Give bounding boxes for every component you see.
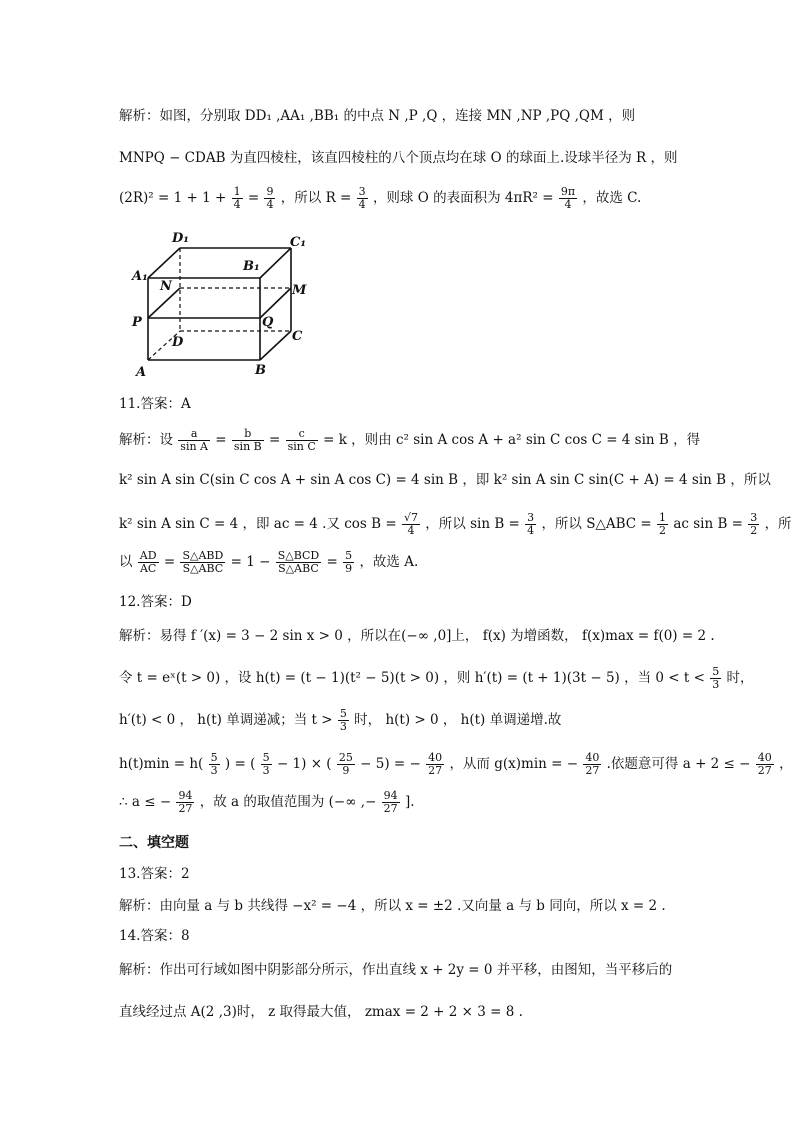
q12-line-2: 令 t = eˣ(t > 0) ，设 h(t) = (t − 1)(t² − 5)(t > 0) ，则 h′(t) = (t + 1)(3t − 5) ，当 0 < t < $\frac{5}{3}$ 时， [119,665,754,691]
label-B1: B₁ [243,259,260,274]
q13-line-1: 解析：由向量 a 与 b 共线得 −x² = −4 ，所以 x = ±2 .又向量 a 与 b 同向，所以 x = 2 . [119,898,666,914]
label-Q: Q [262,315,274,330]
label-C: C [292,329,303,344]
q11-line-3: k² sin A sin C = 4 ，即 ac = 4 .又 cos B = $\frac{√7}{4}$ ，所以 sin B = $\frac{3}{4}$ ，所以 S△ABC = $\frac{1}{2}$ ac sin B = $\frac{3}{2}$ ，所 [119,511,792,537]
q13-answer: 13.答案：2 [119,866,190,882]
label-D1: D₁ [172,231,189,246]
section-heading: 二、填空题 [119,835,189,851]
q12-line-1: 解析：易得 f ′(x) = 3 − 2 sin x > 0 ，所以在(−∞ ,0]上， f(x) 为增函数， f(x)max = f(0) = 2 . [119,628,715,644]
q12-answer: 12.答案：D [119,594,192,610]
label-A: A [136,365,147,378]
q10-line-1: 解析：如图，分别取 DD₁ ,AA₁ ,BB₁ 的中点 N ,P ,Q ，连接 MN ,NP ,PQ ,QM ，则 [119,108,636,124]
label-N: N [160,279,172,294]
q12-line-4: h(t)min = h( $\frac{5}{3}$ ) = ( $\frac{5}{3}$ − 1) × ( $\frac{25}{9}$ − 5) = − $\frac{40}{27}$ ，从而 g(x)min = − $\frac{40}{27}$ .依题意可得 a + 2 ≤ − $\frac{40}{27}$ ， [119,751,793,777]
q12-line-3: h′(t) < 0 ， h(t) 单调递减；当 t > $\frac{5}{3}$ 时， h(t) > 0 ， h(t) 单调递增.故 [119,707,562,733]
q11-answer: 11.答案：A [119,396,191,412]
q11-line-1: 解析：设 $\frac{a}{\text{sin A}}$ = $\frac{b}{\text{sin B}}$ = $\frac{c}{\text{sin C}}$ = k ，则由 c² sin A cos A + a² sin C cos C = 4 sin B ，得 [119,427,701,453]
q14-line-1: 解析：作出可行域如图中阴影部分所示，作出直线 x + 2y = 0 并平移，由图知，当平移后的 [119,962,673,978]
prism-figure [128,228,318,378]
q14-answer: 14.答案：8 [119,928,190,944]
label-D: D [172,335,184,350]
label-P: P [132,315,142,330]
q14-line-2: 直线经过点 A(2 ,3)时， z 取得最大值， zmax = 2 + 2 × 3 = 8 . [119,1004,523,1020]
q10-line-3: (2R)² = 1 + 1 + $\frac{1}{4}$ = $\frac{9}{4}$ ，所以 R = $\frac{3}{4}$ ，则球 O 的表面积为 4πR² = $\frac{9\pi}{4}$ ，故选 C. [119,185,642,211]
label-B: B [255,363,266,378]
label-M: M [292,283,307,298]
q10-line-2: MNPQ − CDAB 为直四棱柱，该直四棱柱的八个顶点均在球 O 的球面上.设球半径为 R ，则 [119,150,678,166]
label-A1: A₁ [132,269,148,284]
q11-line-4: 以 $\frac{AD}{AC}$ = $\frac{\text{S△ABD}}{\text{S△ABC}}$ = 1 − $\frac{\text{S△BCD}}{\text{S△ABC}}$ = $\frac{5}{9}$ ，故选 A. [119,549,419,575]
label-C1: C₁ [290,235,307,250]
q12-line-5: ∴ a ≤ − $\frac{94}{27}$ ，故 a 的取值范围为 (−∞ ,− $\frac{94}{27}$ ]. [119,789,415,815]
q11-line-2: k² sin A sin C(sin C cos A + sin A cos C) = 4 sin B ，即 k² sin A sin C sin(C + A) = 4 sin B ，所以 [119,472,771,488]
